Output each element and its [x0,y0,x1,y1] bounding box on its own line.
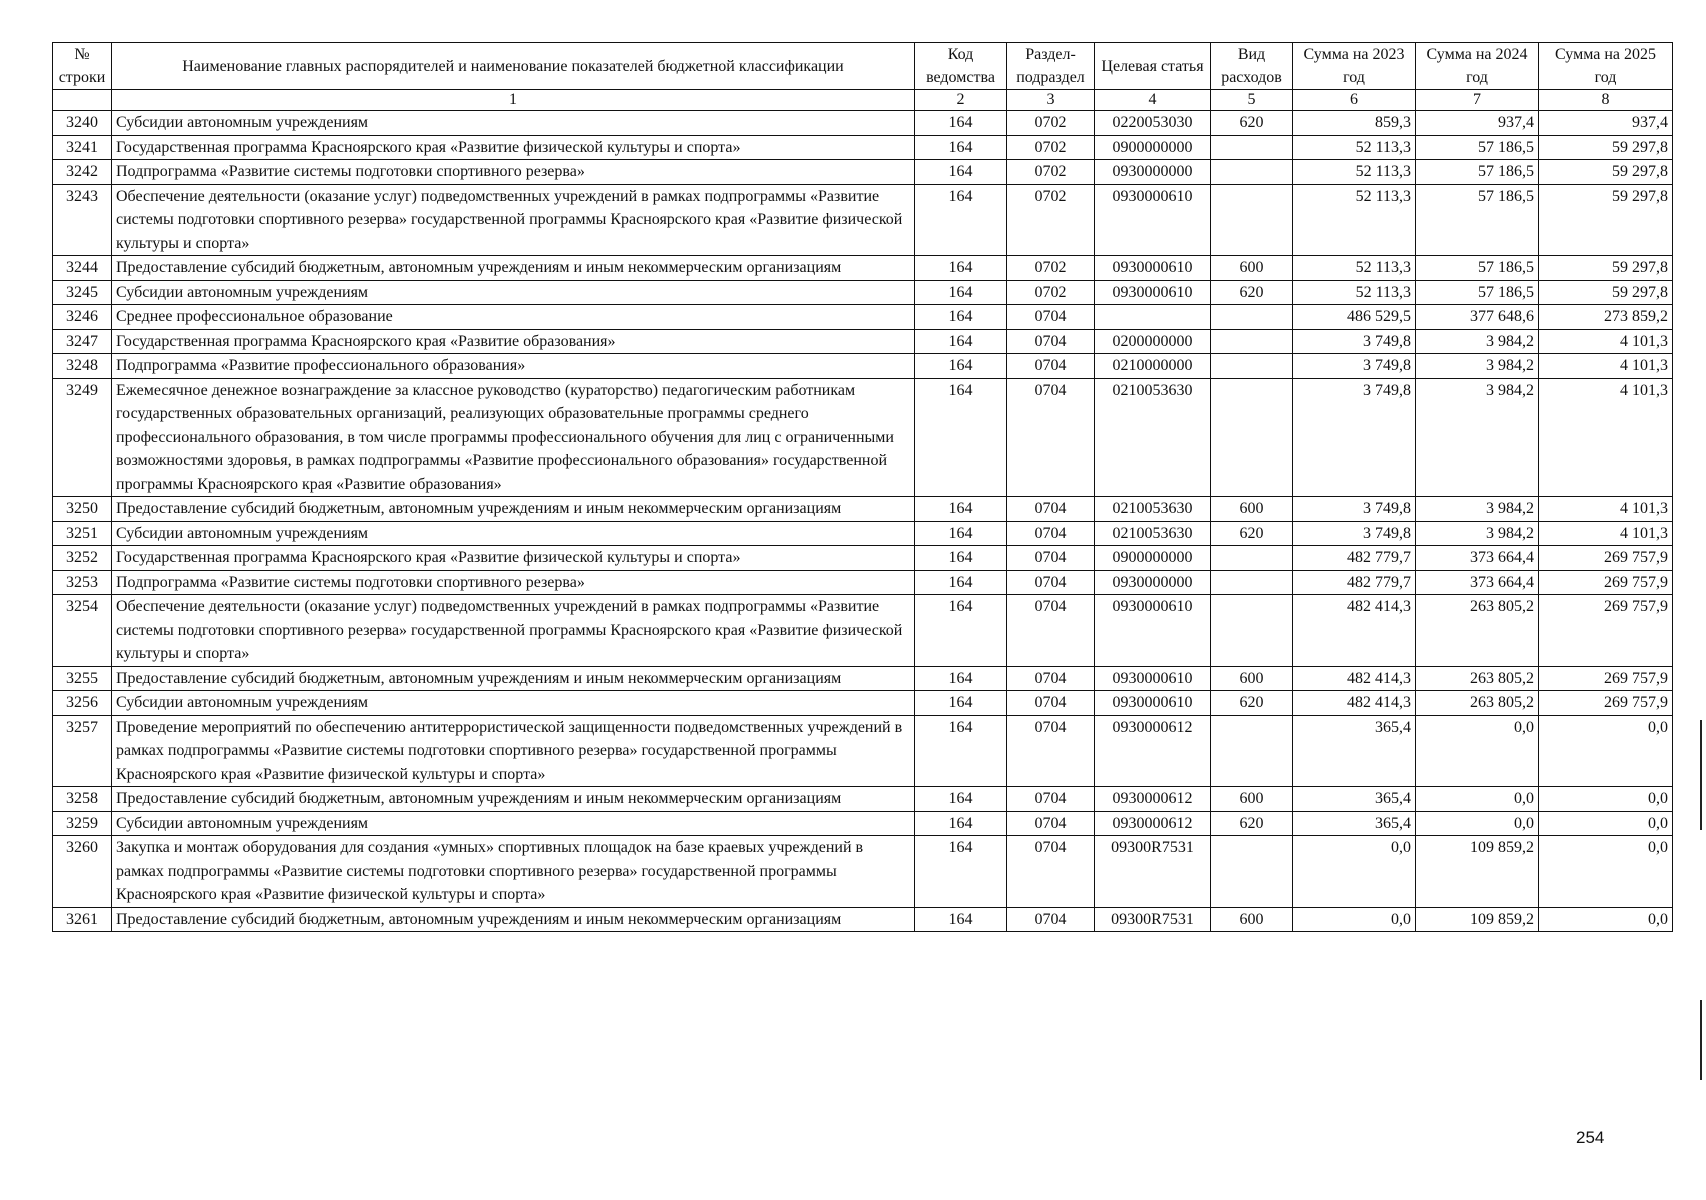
section-code: 0704 [1007,521,1095,546]
expense-type [1211,160,1293,185]
target-article: 0210000000 [1095,354,1211,379]
section-code: 0704 [1007,329,1095,354]
sum-2024: 373 664,4 [1416,546,1539,571]
expense-type: 600 [1211,497,1293,522]
row-number: 3248 [53,354,112,379]
section-code: 0704 [1007,497,1095,522]
ved-code: 164 [915,111,1007,136]
sum-2023: 859,3 [1293,111,1416,136]
row-number: 3247 [53,329,112,354]
table-row [53,715,1673,787]
expense-type: 620 [1211,811,1293,836]
sum-2023: 482 414,3 [1293,595,1416,667]
sum-2023: 52 113,3 [1293,184,1416,256]
sum-2023: 482 779,7 [1293,546,1416,571]
row-number: 3255 [53,666,112,691]
table-row [53,666,1673,691]
sum-2024: 937,4 [1416,111,1539,136]
expense-type [1211,184,1293,256]
ved-code: 164 [915,256,1007,281]
target-article: 09300R7531 [1095,907,1211,932]
row-name: Субсидии автономным учреждениям [112,111,915,136]
ved-code: 164 [915,378,1007,497]
table-row [53,256,1673,281]
row-number: 3244 [53,256,112,281]
ved-code: 164 [915,907,1007,932]
header-row [53,43,1673,90]
sum-2025: 273 859,2 [1539,305,1673,330]
sum-2024: 263 805,2 [1416,691,1539,716]
ved-code: 164 [915,811,1007,836]
sum-2023: 3 749,8 [1293,354,1416,379]
section-code: 0704 [1007,907,1095,932]
table-row [53,280,1673,305]
row-name: Ежемесячное денежное вознаграждение за классное руководство (кураторство) педагогическим работникам государственных образовательных организаций, реализующих образовательные программы среднего профессионального образования, в том числе программы профессионального обучения для лиц с ограниченными возможностями здоровья, в рамках подпрограммы «Развитие профессионального образования» государственной программы Красноярского края «Развитие образования» [112,378,915,497]
expense-type: 620 [1211,111,1293,136]
sum-2023: 52 113,3 [1293,160,1416,185]
section-code: 0702 [1007,160,1095,185]
expense-type: 600 [1211,907,1293,932]
target-article: 0210053630 [1095,378,1211,497]
sum-2025: 0,0 [1539,836,1673,908]
row-name: Подпрограмма «Развитие системы подготовки спортивного резерва» [112,570,915,595]
sum-2025: 269 757,9 [1539,546,1673,571]
sum-2024: 0,0 [1416,811,1539,836]
section-code: 0702 [1007,135,1095,160]
row-name: Предоставление субсидий бюджетным, автономным учреждениям и иным некоммерческим организациям [112,497,915,522]
sum-2025: 269 757,9 [1539,666,1673,691]
table-body [53,111,1673,932]
target-article: 0930000610 [1095,256,1211,281]
sum-2024: 3 984,2 [1416,521,1539,546]
row-name: Субсидии автономным учреждениям [112,280,915,305]
page-number: 254 [1576,1128,1605,1147]
section-code: 0704 [1007,836,1095,908]
column-number: 2 [915,90,1007,111]
target-article: 0930000610 [1095,691,1211,716]
scan-edge-mark [1700,720,1702,830]
row-name: Предоставление субсидий бюджетным, автономным учреждениям и иным некоммерческим организациям [112,256,915,281]
expense-type: 620 [1211,521,1293,546]
sum-2025: 59 297,8 [1539,135,1673,160]
section-code: 0704 [1007,378,1095,497]
ved-code: 164 [915,595,1007,667]
ved-code: 164 [915,135,1007,160]
section-code: 0704 [1007,691,1095,716]
target-article: 0930000000 [1095,570,1211,595]
row-number: 3260 [53,836,112,908]
sum-2024: 263 805,2 [1416,595,1539,667]
row-number: 3251 [53,521,112,546]
sum-2023: 52 113,3 [1293,280,1416,305]
expense-type: 620 [1211,280,1293,305]
sum-2023: 52 113,3 [1293,256,1416,281]
sum-2025: 4 101,3 [1539,378,1673,497]
ved-code: 164 [915,305,1007,330]
table-header [53,43,1673,111]
sum-2024: 0,0 [1416,787,1539,812]
header-name: Наименование главных распорядителей и наименование показателей бюджетной классификации [112,43,915,90]
table-row [53,329,1673,354]
sum-2025: 0,0 [1539,787,1673,812]
sum-2023: 365,4 [1293,715,1416,787]
row-name: Подпрограмма «Развитие профессионального образования» [112,354,915,379]
sum-2025: 59 297,8 [1539,160,1673,185]
section-code: 0702 [1007,280,1095,305]
target-article: 0900000000 [1095,135,1211,160]
ved-code: 164 [915,184,1007,256]
table-row [53,570,1673,595]
section-code: 0704 [1007,787,1095,812]
row-number: 3252 [53,546,112,571]
expense-type [1211,570,1293,595]
table-row [53,907,1673,932]
sum-2024: 263 805,2 [1416,666,1539,691]
sum-2024: 57 186,5 [1416,280,1539,305]
table-row [53,691,1673,716]
table-row [53,305,1673,330]
sum-2023: 3 749,8 [1293,497,1416,522]
section-code: 0702 [1007,256,1095,281]
header-section: Раздел-подраздел [1007,43,1095,90]
sum-2025: 0,0 [1539,907,1673,932]
target-article: 0220053030 [1095,111,1211,136]
table-row [53,135,1673,160]
header-ved-code: Код ведомства [915,43,1007,90]
expense-type [1211,836,1293,908]
sum-2023: 3 749,8 [1293,521,1416,546]
ved-code: 164 [915,280,1007,305]
ved-code: 164 [915,666,1007,691]
target-article: 0210053630 [1095,497,1211,522]
section-code: 0704 [1007,811,1095,836]
expense-type: 620 [1211,691,1293,716]
section-code: 0704 [1007,354,1095,379]
row-name: Государственная программа Красноярского края «Развитие физической культуры и спорта» [112,546,915,571]
column-number: 5 [1211,90,1293,111]
table-row [53,111,1673,136]
row-name: Субсидии автономным учреждениям [112,811,915,836]
sum-2024: 373 664,4 [1416,570,1539,595]
sum-2025: 4 101,3 [1539,354,1673,379]
sum-2024: 57 186,5 [1416,135,1539,160]
row-name: Предоставление субсидий бюджетным, автономным учреждениям и иным некоммерческим организациям [112,787,915,812]
expense-type [1211,378,1293,497]
sum-2025: 0,0 [1539,715,1673,787]
target-article: 0210053630 [1095,521,1211,546]
section-code: 0704 [1007,305,1095,330]
row-name: Предоставление субсидий бюджетным, автономным учреждениям и иным некоммерческим организациям [112,666,915,691]
section-code: 0704 [1007,666,1095,691]
row-name: Предоставление субсидий бюджетным, автономным учреждениям и иным некоммерческим организациям [112,907,915,932]
header-target-article: Целевая статья [1095,43,1211,90]
column-number: 1 [112,90,915,111]
table-row [53,836,1673,908]
row-number: 3258 [53,787,112,812]
ved-code: 164 [915,570,1007,595]
row-number: 3261 [53,907,112,932]
ved-code: 164 [915,160,1007,185]
section-code: 0704 [1007,546,1095,571]
column-number: 6 [1293,90,1416,111]
expense-type: 600 [1211,787,1293,812]
ved-code: 164 [915,354,1007,379]
row-number: 3254 [53,595,112,667]
header-row-number: № строки [53,43,112,90]
expense-type [1211,354,1293,379]
sum-2023: 0,0 [1293,907,1416,932]
sum-2025: 59 297,8 [1539,184,1673,256]
sum-2024: 377 648,6 [1416,305,1539,330]
sum-2025: 0,0 [1539,811,1673,836]
expense-type [1211,305,1293,330]
ved-code: 164 [915,691,1007,716]
target-article: 0930000612 [1095,787,1211,812]
header-sum-2024: Сумма на 2024 год [1416,43,1539,90]
sum-2025: 4 101,3 [1539,329,1673,354]
budget-table [52,42,1673,932]
table-row [53,378,1673,497]
column-number: 3 [1007,90,1095,111]
row-name: Подпрограмма «Развитие системы подготовки спортивного резерва» [112,160,915,185]
sum-2024: 0,0 [1416,715,1539,787]
sum-2024: 109 859,2 [1416,907,1539,932]
row-number: 3241 [53,135,112,160]
row-number: 3259 [53,811,112,836]
sum-2023: 482 414,3 [1293,691,1416,716]
ved-code: 164 [915,715,1007,787]
sum-2023: 486 529,5 [1293,305,1416,330]
expense-type [1211,329,1293,354]
ved-code: 164 [915,546,1007,571]
target-article: 0930000610 [1095,184,1211,256]
sum-2024: 109 859,2 [1416,836,1539,908]
sum-2023: 365,4 [1293,811,1416,836]
sum-2024: 3 984,2 [1416,329,1539,354]
table-row [53,521,1673,546]
row-name: Закупка и монтаж оборудования для создания «умных» спортивных площадок на базе краевых учреждений в рамках подпрограммы «Развитие системы подготовки спортивного резерва» государственной программы Красноярского края «Развитие физической культуры и спорта» [112,836,915,908]
section-code: 0704 [1007,595,1095,667]
target-article: 0930000610 [1095,595,1211,667]
ved-code: 164 [915,329,1007,354]
row-number: 3249 [53,378,112,497]
row-number: 3243 [53,184,112,256]
header-sum-2023: Сумма на 2023 год [1293,43,1416,90]
section-code: 0704 [1007,570,1095,595]
row-name: Среднее профессиональное образование [112,305,915,330]
table-row [53,184,1673,256]
ved-code: 164 [915,787,1007,812]
section-code: 0702 [1007,111,1095,136]
sum-2023: 365,4 [1293,787,1416,812]
ved-code: 164 [915,497,1007,522]
row-number: 3257 [53,715,112,787]
target-article: 0930000000 [1095,160,1211,185]
column-number: 7 [1416,90,1539,111]
sum-2023: 3 749,8 [1293,378,1416,497]
scan-edge-mark [1700,1000,1702,1080]
sum-2025: 269 757,9 [1539,570,1673,595]
target-article: 0930000610 [1095,666,1211,691]
row-name: Проведение мероприятий по обеспечению антитеррористической защищенности подведомственных учреждений в рамках подпрограммы «Развитие системы подготовки спортивного резерва» государственной программы Красноярского края «Развитие физической культуры и спорта» [112,715,915,787]
sum-2025: 59 297,8 [1539,280,1673,305]
expense-type [1211,546,1293,571]
target-article: 0200000000 [1095,329,1211,354]
sum-2025: 937,4 [1539,111,1673,136]
row-number: 3256 [53,691,112,716]
row-number: 3246 [53,305,112,330]
column-number: 8 [1539,90,1673,111]
expense-type [1211,135,1293,160]
table-row [53,160,1673,185]
row-number: 3242 [53,160,112,185]
ved-code: 164 [915,836,1007,908]
sum-2025: 4 101,3 [1539,521,1673,546]
table-row [53,595,1673,667]
row-name: Государственная программа Красноярского края «Развитие физической культуры и спорта» [112,135,915,160]
sum-2023: 3 749,8 [1293,329,1416,354]
target-article: 0900000000 [1095,546,1211,571]
row-number: 3250 [53,497,112,522]
row-number: 3253 [53,570,112,595]
row-number: 3245 [53,280,112,305]
section-code: 0704 [1007,715,1095,787]
ved-code: 164 [915,521,1007,546]
sum-2025: 4 101,3 [1539,497,1673,522]
sum-2023: 482 414,3 [1293,666,1416,691]
sum-2023: 52 113,3 [1293,135,1416,160]
sum-2023: 482 779,7 [1293,570,1416,595]
table-row [53,546,1673,571]
row-name: Государственная программа Красноярского края «Развитие образования» [112,329,915,354]
sum-2024: 57 186,5 [1416,184,1539,256]
target-article: 0930000610 [1095,280,1211,305]
sum-2025: 269 757,9 [1539,595,1673,667]
sum-2024: 57 186,5 [1416,160,1539,185]
sum-2023: 0,0 [1293,836,1416,908]
section-code: 0702 [1007,184,1095,256]
expense-type: 600 [1211,256,1293,281]
column-number: 4 [1095,90,1211,111]
column-number [53,90,112,111]
target-article: 09300R7531 [1095,836,1211,908]
target-article: 0930000612 [1095,715,1211,787]
column-number-row [53,90,1673,111]
table-row [53,787,1673,812]
row-number: 3240 [53,111,112,136]
sum-2024: 57 186,5 [1416,256,1539,281]
table-row [53,811,1673,836]
header-sum-2025: Сумма на 2025 год [1539,43,1673,90]
header-expense-type: Вид расходов [1211,43,1293,90]
row-name: Субсидии автономным учреждениям [112,691,915,716]
sum-2024: 3 984,2 [1416,354,1539,379]
table-row [53,354,1673,379]
row-name: Субсидии автономным учреждениям [112,521,915,546]
target-article [1095,305,1211,330]
sum-2025: 269 757,9 [1539,691,1673,716]
expense-type [1211,715,1293,787]
table-row [53,497,1673,522]
sum-2024: 3 984,2 [1416,497,1539,522]
row-name: Обеспечение деятельности (оказание услуг) подведомственных учреждений в рамках подпрограммы «Развитие системы подготовки спортивного резерва» государственной программы Красноярского края «Развитие физической культуры и спорта» [112,184,915,256]
target-article: 0930000612 [1095,811,1211,836]
expense-type [1211,595,1293,667]
expense-type: 600 [1211,666,1293,691]
sum-2024: 3 984,2 [1416,378,1539,497]
row-name: Обеспечение деятельности (оказание услуг) подведомственных учреждений в рамках подпрограммы «Развитие системы подготовки спортивного резерва» государственной программы Красноярского края «Развитие физической культуры и спорта» [112,595,915,667]
sum-2025: 59 297,8 [1539,256,1673,281]
